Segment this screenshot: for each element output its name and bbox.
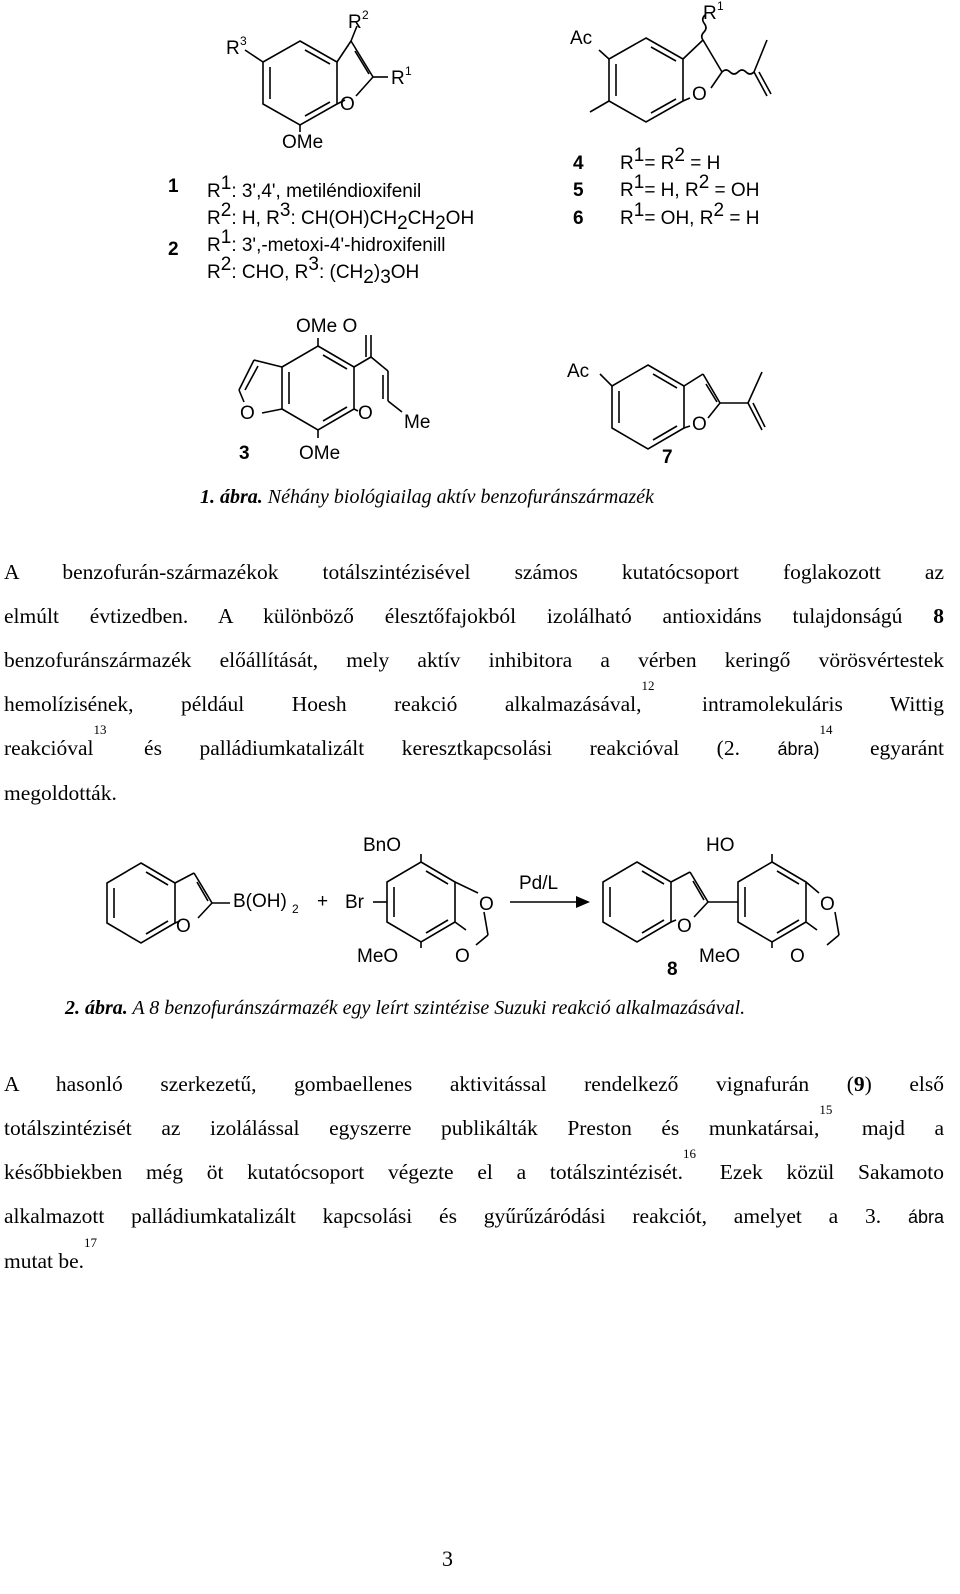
ome-o-label: OMe O bbox=[296, 316, 358, 337]
svg-text:R1: 3',4', metiléndioxifenil: R1: 3',4', metiléndioxifenil bbox=[207, 173, 422, 202]
furan-oxygen-label-right: O bbox=[692, 84, 707, 105]
figure-2-caption-label: 2. ábra. bbox=[65, 997, 128, 1019]
r2-label: R bbox=[348, 12, 362, 33]
svg-text:4: 4 bbox=[573, 153, 584, 174]
svg-text:R1= OH, R2 = H: R1= OH, R2 = H bbox=[620, 200, 760, 229]
figure-1-caption: 1. ábra. Néhány biológiailag aktív benzofuránszármazék bbox=[200, 486, 654, 508]
svg-text:O: O bbox=[677, 916, 692, 937]
svg-text:O: O bbox=[790, 946, 805, 967]
svg-text:O: O bbox=[455, 946, 470, 967]
svg-text:1: 1 bbox=[717, 0, 724, 13]
svg-text:R2: H, R3: CH(OH)CH2CH2OH: R2: H, R3: CH(OH)CH2CH2OH bbox=[207, 200, 475, 234]
r1-label-right: R bbox=[703, 3, 717, 24]
compound-3-number: 3 bbox=[239, 443, 250, 464]
paragraph-1: A benzofurán-származékok totálszintézisével számos kutatócsoport foglakozott az elmúlt évtizedben. A különböző élesztőfajokból izolálható antioxidáns tulajdonságú 8 benzofuránszármazék előállítását, mely aktív inhibitora a vérben keringő vörösvértestek hemolízisének, például Hoesh reakció alkalmazásával,$^{12}$ intramolekuláris Wittig reakcióval$^{13}$ és palládiumkatalizált keresztkapcsolási reakcióval (2. ábra)$^{14}$ egyaránt megoldották. bbox=[4, 560, 945, 805]
compound-8-number: 8 bbox=[667, 959, 678, 980]
svg-text:3: 3 bbox=[240, 34, 247, 48]
compound-2-number: 2 bbox=[168, 239, 179, 260]
aryl-bromide bbox=[373, 854, 488, 948]
methyl-label: Me bbox=[404, 412, 431, 433]
methoxy-label: MeO bbox=[357, 946, 399, 967]
svg-text:5: 5 bbox=[573, 180, 584, 201]
svg-text:O: O bbox=[820, 894, 835, 915]
figure-2-caption: 2. ábra. A 8 benzofuránszármazék egy leírt szintézise Suzuki reakció alkalmazásával. bbox=[65, 997, 746, 1019]
catalyst-label: Pd/L bbox=[519, 873, 559, 894]
r1-label: R bbox=[391, 68, 405, 89]
svg-text:R1: 3',-metoxi-4'-hidroxifenil: R1: 3',-metoxi-4'-hidroxifenill bbox=[207, 227, 446, 256]
svg-text:MeO: MeO bbox=[699, 946, 741, 967]
svg-text:6: 6 bbox=[573, 208, 584, 229]
furan-oxygen-label: O bbox=[340, 94, 355, 115]
ome-label: OMe bbox=[282, 132, 324, 153]
acetyl-label: Ac bbox=[570, 28, 593, 49]
acetyl-label-7: Ac bbox=[567, 361, 590, 382]
reaction-arrow bbox=[510, 896, 590, 908]
benzyloxy-label: BnO bbox=[363, 835, 402, 856]
svg-text:1: 1 bbox=[405, 64, 412, 78]
boronic-acid-label: B(OH) bbox=[233, 891, 287, 912]
svg-text:R1= R2 = H: R1= R2 = H bbox=[620, 145, 721, 174]
figure-1-caption-label: 1. ábra. bbox=[200, 486, 263, 508]
bromo-label: Br bbox=[345, 892, 364, 913]
svg-text:R2: CHO, R3: (CH2)3OH: R2: CHO, R3: (CH2)3OH bbox=[207, 254, 420, 288]
svg-text:O: O bbox=[479, 894, 494, 915]
hydroxy-label: HO bbox=[706, 835, 735, 856]
plus-sign: + bbox=[317, 891, 329, 912]
benzofuran-boronic-acid bbox=[107, 863, 230, 943]
svg-text:O: O bbox=[176, 916, 191, 937]
r3-label: R bbox=[226, 38, 240, 59]
page-number: 3 bbox=[442, 1546, 453, 1571]
ome-bottom-label: OMe bbox=[299, 443, 341, 464]
product-8 bbox=[603, 854, 839, 948]
svg-text:R1= H, R2 = OH: R1= H, R2 = OH bbox=[620, 172, 760, 201]
svg-text:2: 2 bbox=[292, 902, 299, 916]
svg-text:2: 2 bbox=[362, 8, 369, 22]
furan-oxygen-label-3: O bbox=[240, 403, 255, 424]
pyranone-oxygen-label: O bbox=[358, 403, 373, 424]
compound-1-number: 1 bbox=[168, 176, 179, 197]
compound-7-number: 7 bbox=[662, 447, 673, 468]
paragraph-2: A hasonló szerkezetű, gombaellenes aktivitással rendelkező vignafurán (9) első totálszintézisét az izolálással egyszerre publikálták Preston és munkatársai,$^{15}$ majd a későbbiekben még öt kutatócsoport végezte el a totálszintézisét.$^{16}$ Ezek közül Sakamoto alkalmazott palládiumkatalizált kapcsolási és gyűrűzáródási reakciót, amelyet a 3. ábra mutat be.$^{17}$ bbox=[4, 1072, 945, 1273]
furan-oxygen-label-7: O bbox=[692, 414, 707, 435]
